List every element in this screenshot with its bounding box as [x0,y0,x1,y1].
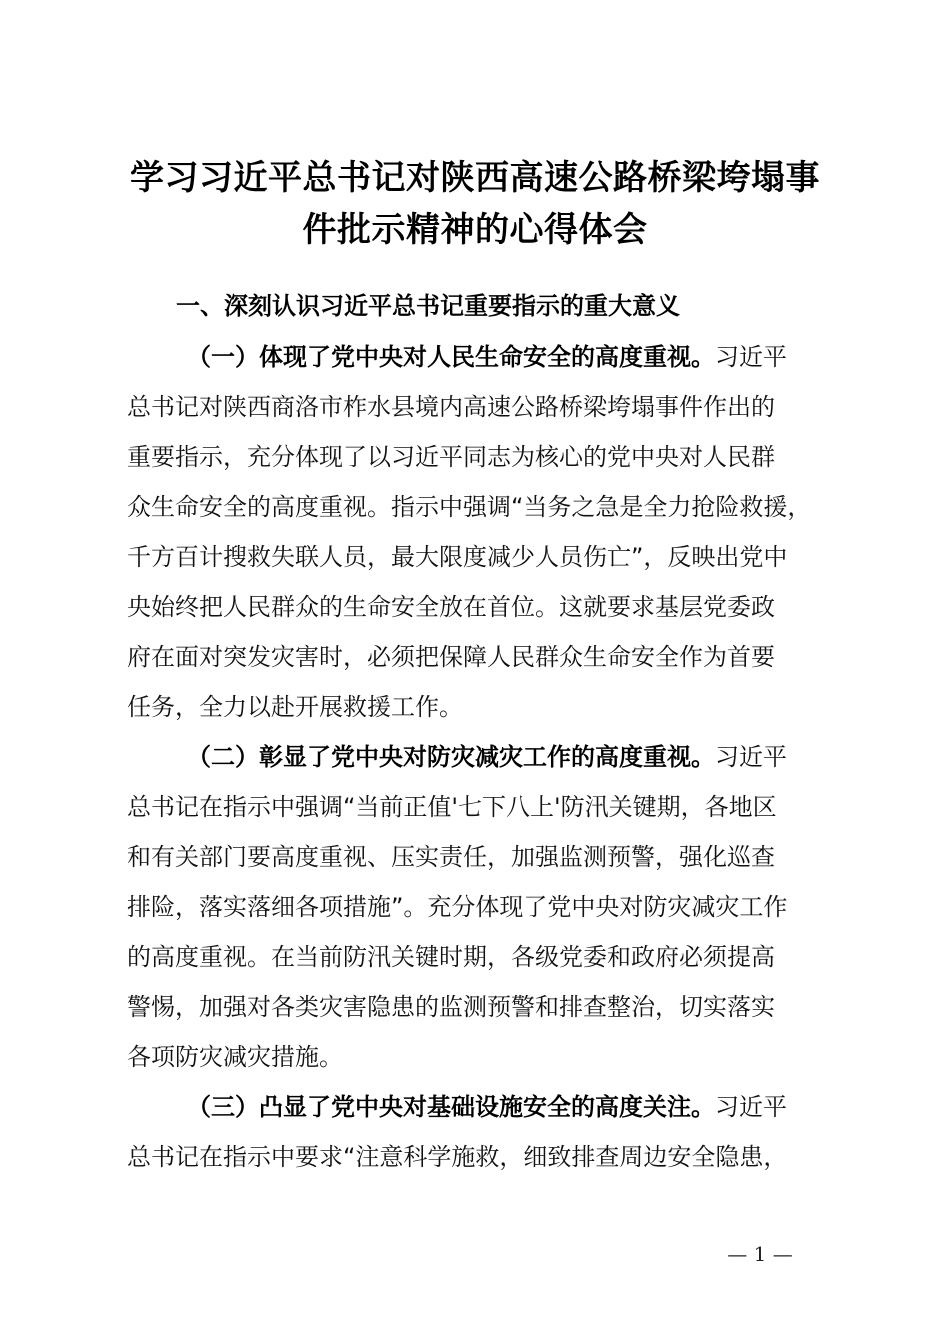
paragraph-text: 习近平 [715,343,787,371]
paragraph-line [127,1082,847,1132]
paragraph-line: 和有关部门要高度重视、压实责任，加强监测预警，强化巡查 [127,843,775,871]
paragraph-line: 重要指示，充分体现了以习近平同志为核心的党中央对人民群 [127,443,775,471]
paragraph-line: 众生命安全的高度重视。指示中强调“当务之急是全力抢险救援， [127,493,812,521]
page-number: — 1 — [727,1242,793,1266]
paragraph-line [127,332,847,382]
paragraph-line: 府在面对突发灾害时，必须把保障人民群众生命安全作为首要 [127,643,775,671]
section-heading: 一、深刻认识习近平总书记重要指示的重大意义 [176,292,680,320]
title-line-1: 学习习近平总书记对陕西高速公路桥梁垮塌事 [130,158,820,198]
title-line-2: 件批示精神的心得体会 [302,210,648,250]
paragraph-line: 千方百计搜救失联人员，最大限度减少人员伤亡”，反映出党中 [127,543,788,571]
paragraph-2 [127,732,847,1082]
paragraph-line: 警惕，加强对各类灾害隐患的监测预警和排查整治，切实落实 [127,993,775,1021]
paragraph-3 [127,1082,847,1182]
paragraph-text: 习近平 [715,743,787,771]
document-body [127,332,847,1182]
paragraph-1 [127,332,847,732]
document-title [110,152,840,256]
paragraph-line: 总书记在指示中要求“注意科学施救，细致排查周边安全隐患， [127,1143,788,1171]
paragraph-line: 各项防灾减灾措施。 [127,1043,343,1071]
paragraph-lead: （一）体现了党中央对人民生命安全的高度重视。 [187,343,715,371]
paragraph-line [127,732,847,782]
paragraph-line: 排险，落实落细各项措施”。充分体现了党中央对防灾减灾工作 [127,893,788,921]
paragraph-line: 央始终把人民群众的生命安全放在首位。这就要求基层党委政 [127,593,775,621]
paragraph-line: 任务，全力以赴开展救援工作。 [127,693,463,721]
paragraph-line: 总书记对陕西商洛市柞水县境内高速公路桥梁垮塌事件作出的 [127,393,775,421]
paragraph-line: 的高度重视。在当前防汛关键时期，各级党委和政府必须提高 [127,943,775,971]
paragraph-line: 总书记在指示中强调“当前正值'七下八上'防汛关键期，各地区 [127,793,777,821]
paragraph-text: 习近平 [715,1093,787,1121]
paragraph-lead: （二）彰显了党中央对防灾减灾工作的高度重视。 [187,743,715,771]
paragraph-lead: （三）凸显了党中央对基础设施安全的高度关注。 [187,1093,715,1121]
